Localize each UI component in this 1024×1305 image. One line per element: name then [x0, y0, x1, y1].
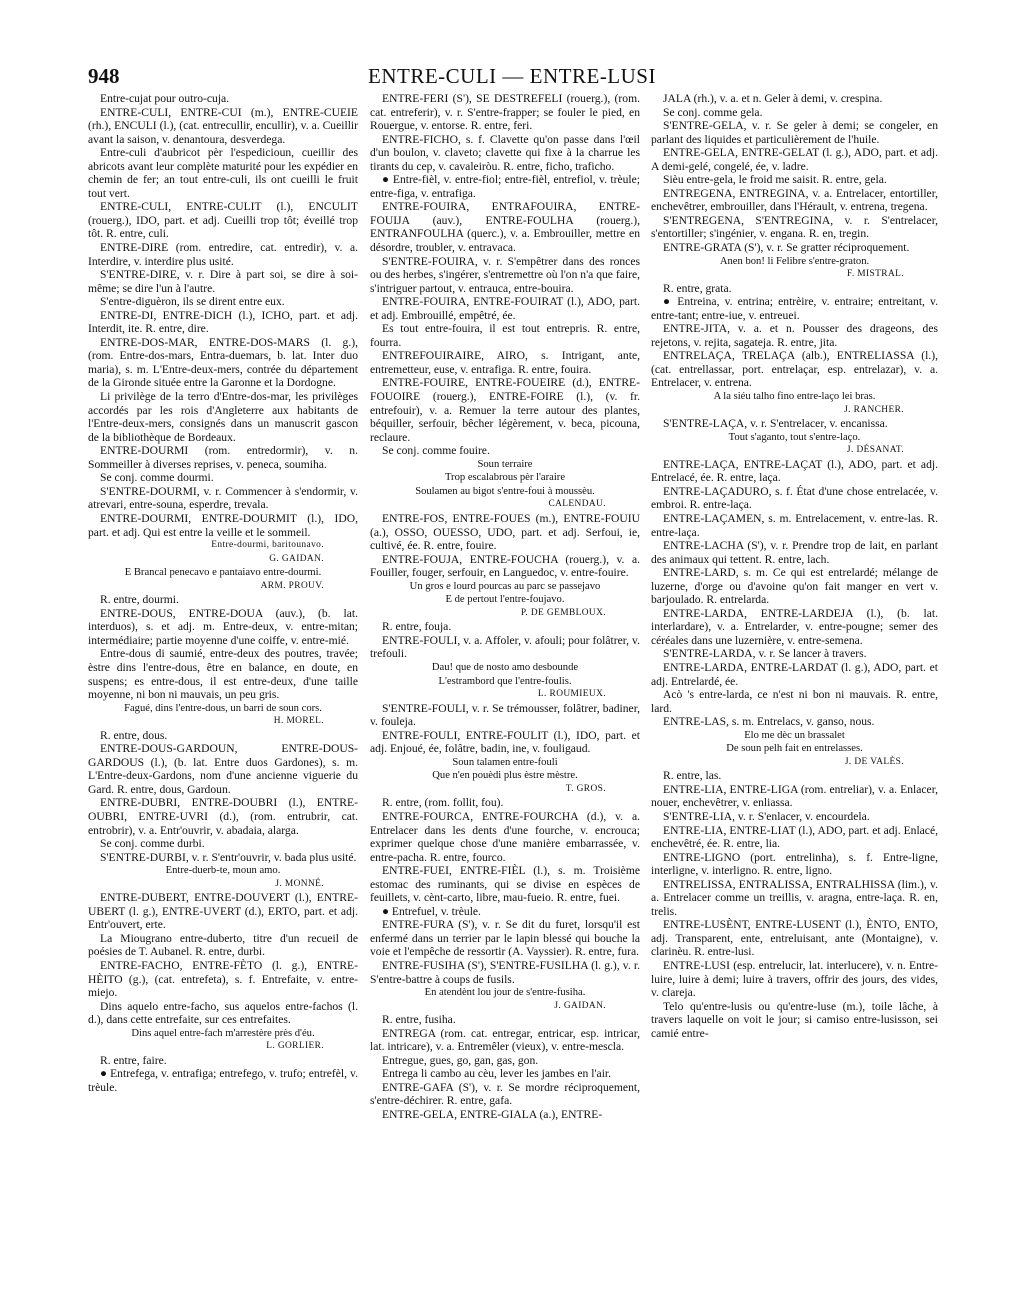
entry-paragraph: ENTREGA (rom. cat. entregar, entricar, esp. intricar, lat. intricare), v. a. Entremêler (vieux), v. entre-mescla.	[370, 1026, 640, 1054]
entry-paragraph: ENTRE-LIA, ENTRE-LIGA (rom. entreliar), v. a. Enlacer, nouer, enchevêtrer, v. enliassa.	[651, 782, 938, 810]
entry-paragraph: ENTRE-CULI, ENTRE-CUI (m.), ENTRE-CUEIE (rh.), ENCULI (l.), (cat. entrecullir, encullir), v. a. Cueillir avant la saison, v. denantoura, desverdega.	[88, 105, 358, 146]
quote-author: J. DÉSANAT.	[846, 445, 904, 456]
entry-paragraph: Sièu entre-gela, le froid me saisit. R. entre, gela.	[663, 173, 887, 187]
quote-line: E Brancal penecavo e pantaiavo entre-dourmi.	[124, 567, 322, 579]
running-head: ENTRE-CULI — ENTRE-LUSI	[368, 64, 656, 88]
text-column-middle	[370, 92, 640, 1222]
entry-paragraph: Entre-dous di saumié, entre-deux des poutres, travée; èstre dins l'entre-dous, être en balance, en doute, en suspens; es entre-dous, il est entre-deux, d'une taille moyenne, ni bon ni mauvais, un peu gris.	[88, 647, 358, 702]
quote-author: J. GAIDAN.	[554, 1000, 606, 1011]
page-number: 948	[88, 64, 120, 88]
entry-paragraph: R. entre, fusiha.	[382, 1013, 456, 1027]
entry-paragraph: ENTRE-FOUIRA, ENTRE-FOUIRAT (l.), ADO, part. et adj. Embrouillé, empêtré, ée.	[370, 295, 640, 322]
quote-author: H. MOREL.	[273, 716, 324, 727]
entry-paragraph: Se conj. comme dourmi.	[100, 471, 214, 485]
entry-paragraph: ENTRE-GAFA (S'), v. r. Se mordre réciproquement, s'entre-déchirer. R. entre, gafa.	[370, 1080, 640, 1108]
entry-paragraph: S'entre-diguèron, ils se dirent entre eux.	[100, 295, 285, 309]
entry-paragraph: ● Entrefuel, v. trèule.	[382, 904, 481, 918]
entry-paragraph: ENTRE-DUBERT, ENTRE-DOUVERT (l.), ENTRE-UBERT (l. g.), ENTRE-UVERT (d.), ERTO, part. et adj. Entr'ouvert, erte.	[88, 891, 358, 932]
text-column-left	[88, 92, 358, 1222]
quote-author: J. RANCHER.	[844, 404, 904, 415]
entry-paragraph: ENTRE-FOS, ENTRE-FOUES (m.), ENTRE-FOUIU (a.), OSSO, OUESSO, UDO, part. et adj. Serfoui, ie, cultivé, ée. R. entre, fouire.	[370, 511, 640, 553]
entry-paragraph: Dins aquelo entre-facho, sus aquelos entre-fachos (l. d.), dans cette entrefaite, sur ces entrefaites.	[88, 999, 358, 1027]
entry-paragraph: ENTRE-LIGNO (port. entrelinha), s. f. Entre-ligne, interligne, v. interligno. R. entre, ligno.	[651, 850, 938, 878]
entry-paragraph: R. entre, dourmi.	[100, 593, 179, 607]
text-columns	[88, 92, 938, 1222]
quote-line: De soun pelh fait en entrelasses.	[726, 743, 863, 755]
entry-paragraph: Se conj. comme gela.	[663, 105, 763, 119]
entry-paragraph: ENTRE-FOUIRE, ENTRE-FOUEIRE (d.), ENTRE-FOUOIRE (rouerg.), ENTRE-FOIRE (l.), (v. fr. entrefouir), v. a. Remuer la terre autour des plantes, béquiller, serfouir, bêcher légèrement, v. beca, picouna, reclaure.	[370, 376, 640, 444]
quote-author: CALENDAU.	[548, 499, 606, 510]
quote-author: J. DE VALÈS.	[844, 756, 904, 767]
quote-line: Un gros e lourd pourcas au parc se passejavo	[409, 580, 601, 592]
entry-paragraph: ENTRE-JITA, v. a. et n. Pousser des drageons, des rejetons, v. rejita, sagateja. R. entre, jita.	[651, 322, 938, 349]
quote-author: Entre-dourmi, baritounavo.	[211, 540, 324, 551]
quote-author: ARM. PROUV.	[260, 580, 324, 591]
entry-paragraph: S'ENTRE-LAÇA, v. r. S'entrelacer, v. encanissa.	[663, 417, 888, 431]
entry-paragraph: ENTRE-FUSIHA (S'), S'ENTRE-FUSILHA (l. g.), v. r. S'entre-battre à coups de fusils.	[370, 959, 640, 986]
entry-paragraph: ENTRE-GELA, ENTRE-GELAT (l. g.), ADO, part. et adj. A demi-gelé, congelé, ée, v. ladre.	[651, 146, 938, 173]
entry-paragraph: ENTRE-LAS, s. m. Entrelacs, v. ganso, nous.	[663, 715, 875, 729]
entry-paragraph: ENTRE-DOURMI (rom. entredormir), v. n. Sommeiller à diverses reprises, v. peneca, soumiha.	[88, 444, 358, 471]
entry-paragraph: ENTRE-GRATA (S'), v. r. Se gratter réciproquement.	[663, 241, 910, 255]
entry-paragraph: R. entre, dous.	[100, 728, 168, 742]
entry-paragraph: ENTRE-DOURMI, ENTRE-DOURMIT (l.), IDO, part. et adj. Qui est entre la veille et le sommeil.	[88, 511, 358, 539]
quote-line: L'estrambord que l'entre-foulis.	[438, 675, 572, 687]
entry-paragraph: R. entre, grata.	[663, 281, 732, 295]
entry-paragraph: Se conj. comme fouire.	[382, 444, 490, 458]
entry-paragraph: Es tout entre-fouira, il est tout entrepris. R. entre, fourra.	[370, 322, 640, 349]
quote-line: Que n'en pouèdi plus èstre mèstre.	[432, 770, 578, 782]
entry-paragraph: ENTRE-LAÇADURO, s. f. État d'une chose entrelacée, v. embroi. R. entre-laça.	[651, 484, 938, 512]
entry-paragraph: ENTRE-FOUIRA, ENTRAFOUIRA, ENTRE-FOUIJA (auv.), ENTRE-FOULHA (rouerg.), ENTRANFOULHA (querc.), v. a. Embrouiller, mettre en désordre, troubler, v. entravaca.	[370, 200, 640, 255]
quote-line: Soun terraire	[477, 458, 533, 470]
text-column-right	[651, 92, 938, 1222]
entry-paragraph: ENTRE-FOULI, v. a. Affoler, v. afouli; pour folâtrer, v. trefouli.	[370, 633, 640, 661]
quote-author: L. ROUMIEUX.	[537, 689, 606, 700]
entry-paragraph: ENTRE-FUEI, ENTRE-FIÈL (l.), s. m. Troisième estomac des ruminants, qui se divise en espèces de feuillets, v. cènt-carto, libre, mau-fueio. R. entre, fuei.	[370, 864, 640, 905]
quote-line: Anen bon! li Felibre s'entre-graton.	[719, 255, 870, 267]
page-header	[88, 64, 936, 92]
entry-paragraph: R. entre, fouja.	[382, 620, 452, 634]
entry-paragraph: ENTRE-LIA, ENTRE-LIAT (l.), ADO, part. et adj. Enlacé, enchevêtré, ée. R. entre, lia.	[651, 823, 938, 851]
entry-paragraph: Telo qu'entre-lusis ou qu'entre-luse (m.), toile lâche, à travers laquelle on voit le jour; si camiso entre-lusisson, sei camié entre-	[651, 999, 938, 1040]
quote-author: L. GORLIER.	[266, 1041, 324, 1052]
quote-line: A la siéu talho fino entre-laço lei bras.	[713, 391, 876, 403]
entry-paragraph: S'ENTREGENA, S'ENTREGINA, v. r. S'entrelacer, s'entortiller; s'ingénier, v. engana. R. en, tregin.	[651, 213, 938, 241]
entry-paragraph: S'ENTRE-LIA, v. r. S'enlacer, v. encourdela.	[663, 809, 870, 823]
entry-paragraph: S'ENTRE-FOUIRA, v. r. S'empêtrer dans des ronces ou des herbes, s'ingérer, s'entremettre où l'on n'a que faire, s'intriguer partout, v. entrauca, entre-bouira.	[370, 254, 640, 295]
entry-paragraph: S'ENTRE-DURBI, v. r. S'entr'ouvrir, v. bada plus usité.	[100, 850, 357, 864]
entry-paragraph: ENTRE-LARD, s. m. Ce qui est entrelardé; mélange de luzerne, d'orge ou d'avoine qu'on fait manger en vert v. barjoulado. R. entrelarda.	[651, 566, 938, 607]
quote-author: P. DE GEMBLOUX.	[520, 607, 606, 618]
entry-paragraph: ENTRE-LUSI (esp. entrelucir, lat. interlucere), v. n. Entre-luire, luire à demi; luire à travers, offrir des jours, des vides, v. clareja.	[651, 959, 938, 1000]
entry-paragraph: R. entre, (rom. follit, fou).	[382, 796, 504, 810]
quote-line: Soulamen au bigot s'entre-foui à moussèu.	[415, 485, 595, 497]
quote-author: J. MONNÉ.	[275, 878, 324, 889]
entry-paragraph: ENTRE-LAÇA, ENTRE-LAÇAT (l.), ADO, part. et adj. Entrelacé, ée. R. entre, laça.	[651, 457, 938, 485]
entry-paragraph: ENTRE-FURA (S'), v. r. Se dit du furet, lorsqu'il est enfermé dans un terrier par le lapin blessé qui bouche la voie et l'empêche de ressortir (A. Vayssier). R. entre, fura.	[370, 918, 640, 959]
quote-line: Trop escalabrous pèr l'araire	[444, 472, 566, 484]
entry-paragraph: ENTRE-DI, ENTRE-DICH (l.), ICHO, part. et adj. Interdit, ite. R. entre, dire.	[88, 308, 358, 336]
entry-paragraph: ENTRE-GELA, ENTRE-GIALA (a.), ENTRE-	[382, 1108, 603, 1122]
entry-paragraph: Entregue, gues, go, gan, gas, gon.	[382, 1053, 539, 1067]
entry-paragraph: ENTRELAÇA, TRELAÇA (alb.), ENTRELIASSA (l.), (cat. entrellassar, port. entrelaçar, esp. entrelazar), v. a. Entrelacer, v. entrena.	[651, 349, 938, 390]
entry-paragraph: S'ENTRE-DIRE, v. r. Dire à part soi, se dire à soi-même; se dire l'un à l'autre.	[88, 268, 358, 295]
entry-paragraph: ENTRE-DOUS, ENTRE-DOUA (auv.), (b. lat. interduos), s. et adj. m. Entre-deux, v. entre-mitan; intermédiaire; partie moyenne d'une coiffe, v. entre-mié.	[88, 606, 358, 647]
quote-line: Tout s'aganto, tout s'entre-laço.	[728, 431, 861, 443]
entry-paragraph: La Miougrano entre-duberto, titre d'un recueil de poésies de T. Aubanel. R. entre, durbi.	[88, 931, 358, 959]
quote-line: En atendènt lou jour de s'entre-fusiha.	[424, 987, 586, 999]
entry-paragraph: ENTRE-FACHO, ENTRE-FÈTO (l. g.), ENTRE-HÈITO (g.), (cat. entrefeta), s. f. Entrefaite, v. entre-miejo.	[88, 959, 358, 1000]
entry-paragraph: Entre-cujat pour outro-cuja.	[100, 92, 230, 105]
entry-paragraph: ENTRE-FOUJA, ENTRE-FOUCHA (rouerg.), v. a. Fouiller, fouger, serfouir, en Languedoc, v. entre-fouire.	[370, 552, 640, 580]
entry-paragraph: S'ENTRE-FOULI, v. r. Se trémousser, folâtrer, badiner, v. fouleja.	[370, 701, 640, 729]
entry-paragraph: S'ENTRE-DOURMI, v. r. Commencer à s'endormir, v. atrevari, entre-souna, esperdre, trevala.	[88, 484, 358, 512]
entry-paragraph: Entre-culi d'aubricot pèr l'espedicioun, cueillir des abricots avant leur complète maturité pour les expédier en chemin de fer; an tout entre-culi, ils ont cueilli le fruit tout vert.	[88, 146, 358, 200]
entry-paragraph: Entrega li cambo au cèu, lever les jambes en l'air.	[382, 1067, 612, 1081]
entry-paragraph: ● Entreina, v. entrina; entrèire, v. entraire; entreitant, v. entre-tant; entre-iue, v. entreuei.	[651, 295, 938, 322]
entry-paragraph: ENTRE-LARDA, ENTRE-LARDAT (l. g.), ADO, part. et adj. Entrelardé, ée.	[651, 660, 938, 688]
quote-line: Dins aquel entre-fach m'arrestère près d'éu.	[131, 1027, 315, 1039]
entry-paragraph: ENTRE-DUBRI, ENTRE-DOUBRI (l.), ENTRE-OUBRI, ENTRE-UVRI (d.), (rom. entrubrir, cat. entrobrir), v. a. Entr'ouvrir, v. abadaia, alarga.	[88, 796, 358, 837]
entry-paragraph: ENTREGENA, ENTREGINA, v. a. Entrelacer, entortiller, enchevêtrer, embrouiller, dans l'Hérault, v. entrena, tregena.	[651, 186, 938, 214]
entry-paragraph: ENTREFOUIRAIRE, AIRO, s. Intrigant, ante, entremetteur, euse, v. entrafiga. R. entre, fouira.	[370, 349, 640, 376]
entry-paragraph: ENTRE-DOS-MAR, ENTRE-DOS-MARS (l. g.), (rom. Entre-dos-mars, Entra-duemars, b. lat. Inter duo maria), s. m. L'Entre-deux-mers, contrée du département de la Gironde située entre la Garonne et la Dordogne.	[88, 335, 358, 390]
entry-paragraph: Se conj. comme durbi.	[100, 837, 205, 851]
entry-paragraph: ENTRE-FERI (S'), SE DESTREFELI (rouerg.), (rom. cat. entreferir), v. r. S'entre-frapper; se fouler le pied, en Rouergue, v. entorse. R. entre, feri.	[370, 92, 640, 133]
entry-paragraph: R. entre, las.	[663, 769, 722, 783]
quote-author: T. GROS.	[565, 783, 606, 794]
entry-paragraph: Acò 's entre-larda, ce n'est ni bon ni mauvais. R. entre, lard.	[651, 688, 938, 715]
quote-author: F. MISTRAL.	[846, 269, 904, 280]
entry-paragraph: ● Entre-fièl, v. entre-fiol; entre-fièl, entrefiol, v. trèule; entre-figa, v. entrafiga.	[370, 173, 640, 200]
entry-paragraph: ENTRE-LARDA, ENTRE-LARDEJA (l.), (b. lat. interlardare), v. a. Entrelarder, v. entre-pougne; semer des céréales dans une luzernière, v. entre-semena.	[651, 606, 938, 647]
entry-paragraph: JALA (rh.), v. a. et n. Geler à demi, v. crespina.	[663, 92, 883, 105]
entry-paragraph: ENTRELISSA, ENTRALISSA, ENTRALHISSA (lim.), v. a. Entrelacer comme un treillis, v. aragna, entre-laça. R. en, trelis.	[651, 877, 938, 918]
quote-line: Entre-duerb-te, moun amo.	[165, 865, 281, 877]
entry-paragraph: ENTRE-DIRE (rom. entredire, cat. entredir), v. a. Interdire, v. interdire plus usité.	[88, 241, 358, 268]
entry-paragraph: ENTRE-FOULI, ENTRE-FOULIT (l.), IDO, part. et adj. Enjoué, ée, folâtre, badin, ine, v. fouligaud.	[370, 728, 640, 756]
entry-paragraph: ENTRE-LUSÈNT, ENTRE-LUSENT (l.), ÈNTO, ENTO, adj. Transparent, ente, entreluisant, ante (Montaigne), v. clarinèu. R. entre-lusi.	[651, 918, 938, 959]
entry-paragraph: ENTRE-FOURCA, ENTRE-FOURCHA (d.), v. a. Entrelacer dans les dents d'une fourche, v. encrouca; exprimer quelque chose d'une manière embarrassée, v. entre-pacha. R. entre, fourco.	[370, 809, 640, 864]
entry-paragraph: ● Entrefega, v. entrafiga; entrefego, v. trufo; entrefèl, v. trèule.	[88, 1067, 358, 1094]
entry-paragraph: ENTRE-LACHA (S'), v. r. Prendre trop de lait, en parlant des animaux qui tettent. R. entre, lach.	[651, 539, 938, 566]
entry-paragraph: ENTRE-CULI, ENTRE-CULIT (l.), ENCULIT (rouerg.), IDO, part. et adj. Cueilli trop tôt; éveillé trop tôt. R. entre, culi.	[88, 200, 358, 241]
entry-paragraph: ENTRE-FICHO, s. f. Clavette qu'on passe dans l'œil d'un boulon, v. claveto; clavette qui fixe à la charrue les tirants du cep, v. cavaleiròu. R. entre, ficho, traficho.	[370, 132, 640, 173]
quote-line: Dau! que de nosto amo desbounde	[431, 661, 579, 673]
quote-line: Elo me dèc un brassalet	[744, 729, 845, 741]
entry-paragraph: R. entre, faire.	[100, 1053, 167, 1067]
quote-line: E de pertout l'entre-foujavo.	[445, 594, 565, 606]
entry-paragraph: S'ENTRE-GELA, v. r. Se geler à demi; se congeler, en parlant des liquides et particulièrement de l'huile.	[651, 119, 938, 146]
quote-line: Fagué, dins l'entre-dous, un barri de soun cors.	[124, 702, 322, 714]
quote-author: G. GAIDAN.	[269, 553, 324, 564]
entry-paragraph: ENTRE-DOUS-GARDOUN, ENTRE-DOUS-GARDOUS (l.), (b. lat. Entre duos Gardones), s. m. L'Entre-deux-Gardons, nom d'une ancienne viguerie du Gard. R. entre, dous, Gardoun.	[88, 742, 358, 796]
entry-paragraph: Li privilège de la terro d'Entre-dos-mar, les privilèges accordés par les rois d'Angleterre aux habitants de l'Entre-deux-mers, consignés dans un manuscrit gascon de la bibliothèque de Bordeaux.	[88, 390, 358, 444]
quote-line: Soun talamen entre-fouli	[452, 756, 558, 768]
entry-paragraph: S'ENTRE-LARDA, v. r. Se lancer à travers.	[663, 647, 867, 661]
entry-paragraph: ENTRE-LAÇAMEN, s. m. Entrelacement, v. entre-las. R. entre-laça.	[651, 511, 938, 539]
